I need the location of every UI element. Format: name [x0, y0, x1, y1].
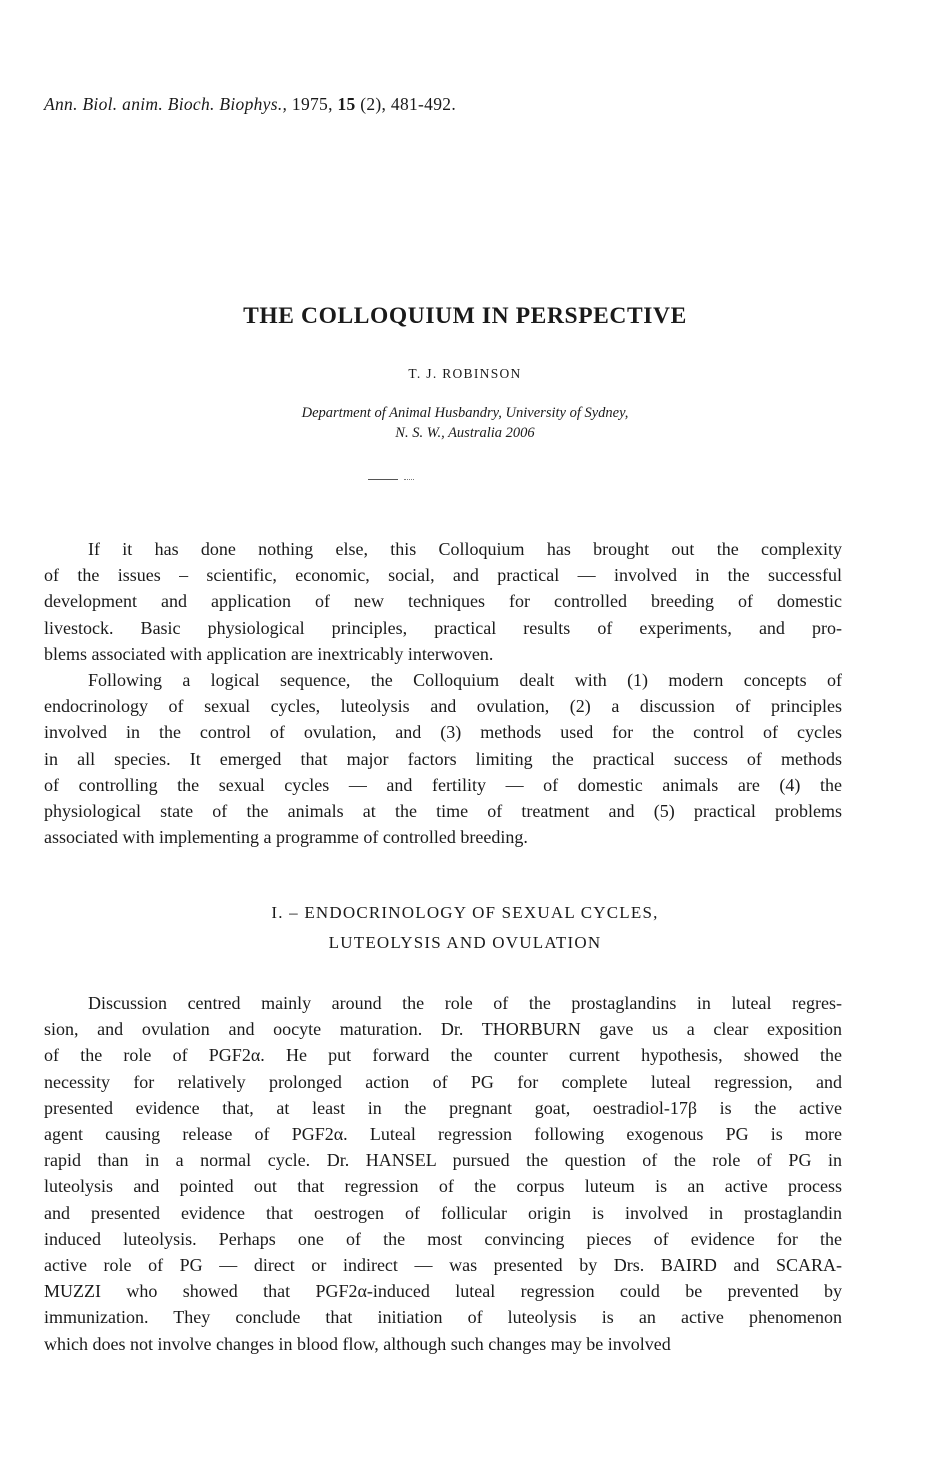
text-line: induced luteolysis. Perhaps one of the most convincing pieces of evidence for the	[44, 1228, 842, 1249]
text-line: If it has done nothing else, this Colloquium has brought out the complexity	[88, 539, 842, 559]
title-divider	[368, 479, 398, 480]
citation-journal: Ann. Biol. anim. Bioch. Biophys.,	[44, 94, 288, 114]
text-line: sion, and ovulation and oocyte maturation. Dr. THORBURN gave us a clear exposition	[44, 1019, 842, 1040]
text-line: MUZZI who showed that PGF2α-induced luteal regression could be prevented by	[44, 1281, 842, 1302]
title-divider-dots	[404, 479, 414, 480]
text-line: agent causing release of PGF2α. Luteal regression following exogenous PG is more	[44, 1124, 842, 1145]
section-heading-1	[0, 898, 930, 958]
author-name: T. J. ROBINSON	[408, 366, 522, 381]
affiliation-line-2: N. S. W., Australia 2006	[395, 425, 535, 441]
affiliation-line-1: Department of Animal Husbandry, University of Sydney,	[301, 405, 629, 421]
text-line: in all species. It emerged that major factors limiting the practical success of methods	[44, 748, 842, 769]
journal-citation	[44, 94, 456, 115]
text-line: of the role of PGF2α. He put forward the counter current hypothesis, showed the	[44, 1045, 842, 1066]
text-line: associated with implementing a programme of controlled breeding.	[44, 827, 528, 848]
text-line: involved in the control of ovulation, and (3) methods used for the control of cycles	[44, 722, 842, 743]
text-line: of the issues – scientific, economic, social, and practical — involved in the successful	[44, 565, 842, 586]
section-1-paragraph	[44, 990, 842, 1357]
text-line: luteolysis and pointed out that regression of the corpus luteum is an active process	[44, 1176, 842, 1197]
section-heading-line-1: I. – ENDOCRINOLOGY OF SEXUAL CYCLES,	[271, 903, 659, 922]
text-line: livestock. Basic physiological principles, practical results of experiments, and pro-	[44, 617, 842, 638]
text-line: physiological state of the animals at the time of treatment and (5) practical problems	[44, 801, 842, 822]
text-line: and presented evidence that oestrogen of follicular origin is involved in prostaglandin	[44, 1202, 842, 1223]
text-line: blems associated with application are inextricably interwoven.	[44, 643, 494, 664]
text-line: presented evidence that, at least in the pregnant goat, oestradiol-17β is the active	[44, 1097, 842, 1118]
text-line: Discussion centred mainly around the role of the prostaglandins in luteal regres-	[88, 993, 842, 1013]
overview-paragraph	[44, 667, 842, 850]
text-line: necessity for relatively prolonged action of PG for complete luteal regression, and	[44, 1071, 842, 1092]
text-line: which does not involve changes in blood flow, although such changes may be involved	[44, 1333, 671, 1354]
citation-year: 1975,	[291, 94, 333, 114]
author-affiliation	[0, 403, 930, 443]
text-line: of controlling the sexual cycles — and fertility — of domestic animals are (4) the	[44, 774, 842, 795]
text-line: rapid than in a normal cycle. Dr. HANSEL pursued the question of the role of PG in	[44, 1150, 842, 1171]
text-line: immunization. They conclude that initiation of luteolysis is an active phenomenon	[44, 1307, 842, 1328]
text-line: endocrinology of sexual cycles, luteolysis and ovulation, (2) a discussion of principles	[44, 696, 842, 717]
text-line: development and application of new techniques for controlled breeding of domestic	[44, 591, 842, 612]
text-line: active role of PG — direct or indirect — was presented by Drs. BAIRD and SCARA-	[44, 1255, 842, 1276]
citation-issue-pages: (2), 481-492.	[360, 94, 457, 114]
section-heading-line-2: LUTEOLYSIS AND OVULATION	[328, 933, 602, 952]
intro-paragraph	[44, 536, 842, 667]
citation-volume: 15	[337, 94, 356, 114]
text-line: Following a logical sequence, the Colloquium dealt with (1) modern concepts of	[88, 670, 842, 690]
paper-title: THE COLLOQUIUM IN PERSPECTIVE	[243, 303, 687, 329]
